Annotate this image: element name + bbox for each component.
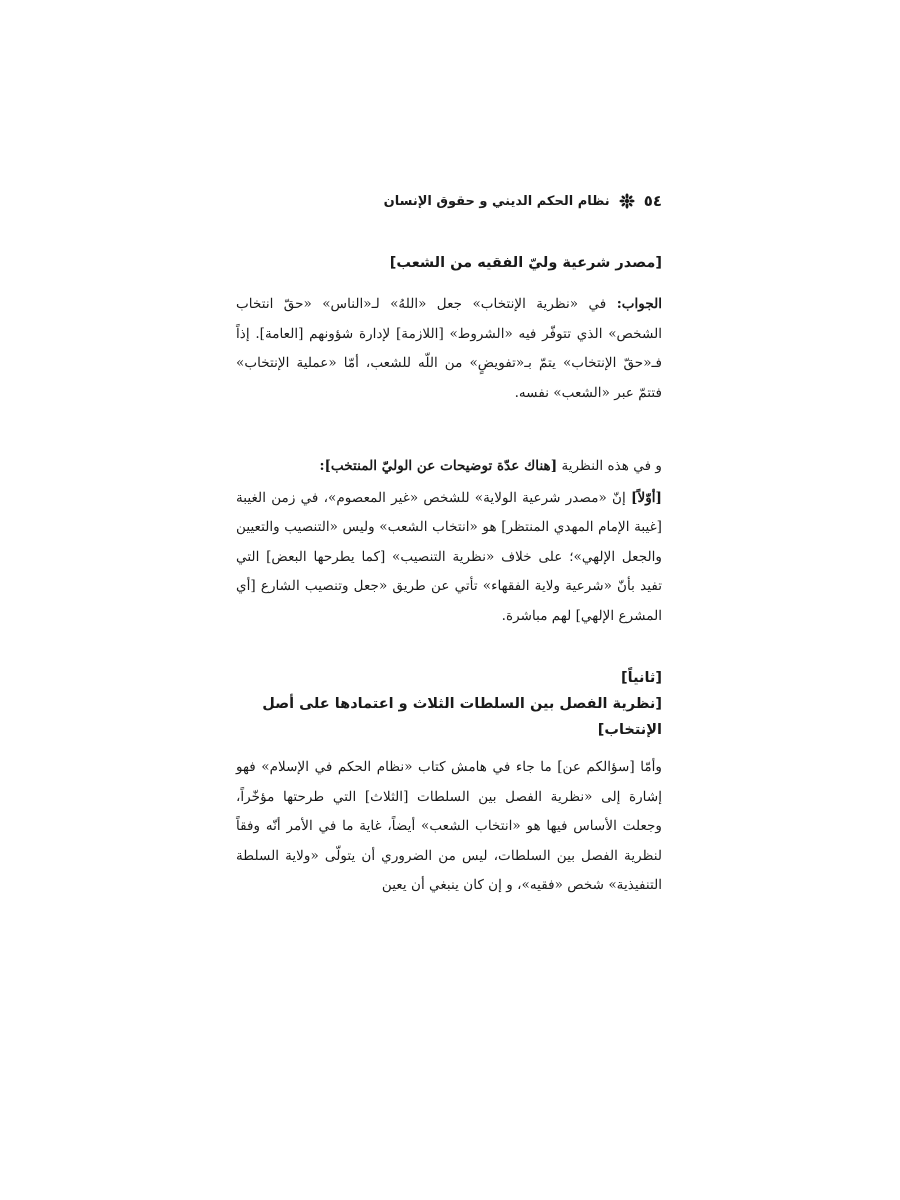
second-point-paragraph: وأمّا [سؤالكم عن] ما جاء في هامش كتاب «نظام الحكم في الإسلام» فهو إشارة إلى «نظرية الفصل بين السلطات [الثلاث] التي طرحتها مؤخّراً، وجعلت الأساس فيها هو «انتخاب الشعب» أيضاً، غاية ما في الأمر أنّه وفقاً لنظرية الفصل بين السلطات، ليس من الضروري أن يتولّى «ولاية السلطة التنفيذية» شخص «فقيه»، و إن كان ينبغي أن يعين [236, 759, 662, 893]
first-point-lead: [أوّلاً] [631, 489, 662, 506]
second-point-heading: [ثانياً] [621, 670, 662, 686]
flower-ornament-icon [619, 193, 635, 209]
first-point-paragraph [236, 484, 662, 632]
first-point-body: إنّ «مصدر شرعية الولاية» للشخص «غير المعصوم»، في زمن الغيبة [غيبة الإمام المهدي المنتظر] هو «انتخاب الشعب» وليس «التنصيب والتعيين والجعل الإلهي»؛ على خلاف «نظرية التنصيب» [كما يطرحها البعض] التي تفيد بأنّ «شرعية ولاية الفقهاء» تأتي عن طريق «جعل وتنصيب الشارع [أي المشرع الإلهي] لهم مباشرة. [236, 489, 662, 624]
theory-intro-prefix: و في هذه النظرية [561, 458, 662, 474]
separation-theory-heading: [نظرية الفصل بين السلطات الثلاث و اعتمادها على أصل الإنتخاب] [262, 696, 662, 738]
theory-intro [236, 452, 662, 482]
answer-body: في «نظرية الإنتخاب» جعل «اللهُ» لـ«الناس» «حقّ انتخاب الشخص» الذي تتوفّر فيه «الشروط» [اللازمة] لإدارة شؤونهم [العامة]. إذاً فـ«حقّ الإنتخاب» يتمّ بـ«تفويضٍ» من اللّه للشعب، أمّا «عملية الإنتخاب» فتتمّ عبر «الشعب» نفسه. [236, 296, 662, 401]
book-title: نظام الحكم الديني و حقوق الإنسان [383, 193, 610, 209]
answer-paragraph [236, 290, 662, 408]
section-heading: [مصدر شرعية وليّ الفقيه من الشعب] [389, 255, 662, 271]
page-number: ٥٤ [643, 192, 662, 210]
theory-intro-bold: [هناك عدّة توضيحات عن الوليّ المنتخب]: [319, 458, 558, 474]
answer-lead: الجواب: [616, 296, 663, 312]
main-text [236, 250, 662, 901]
running-header [232, 188, 662, 214]
